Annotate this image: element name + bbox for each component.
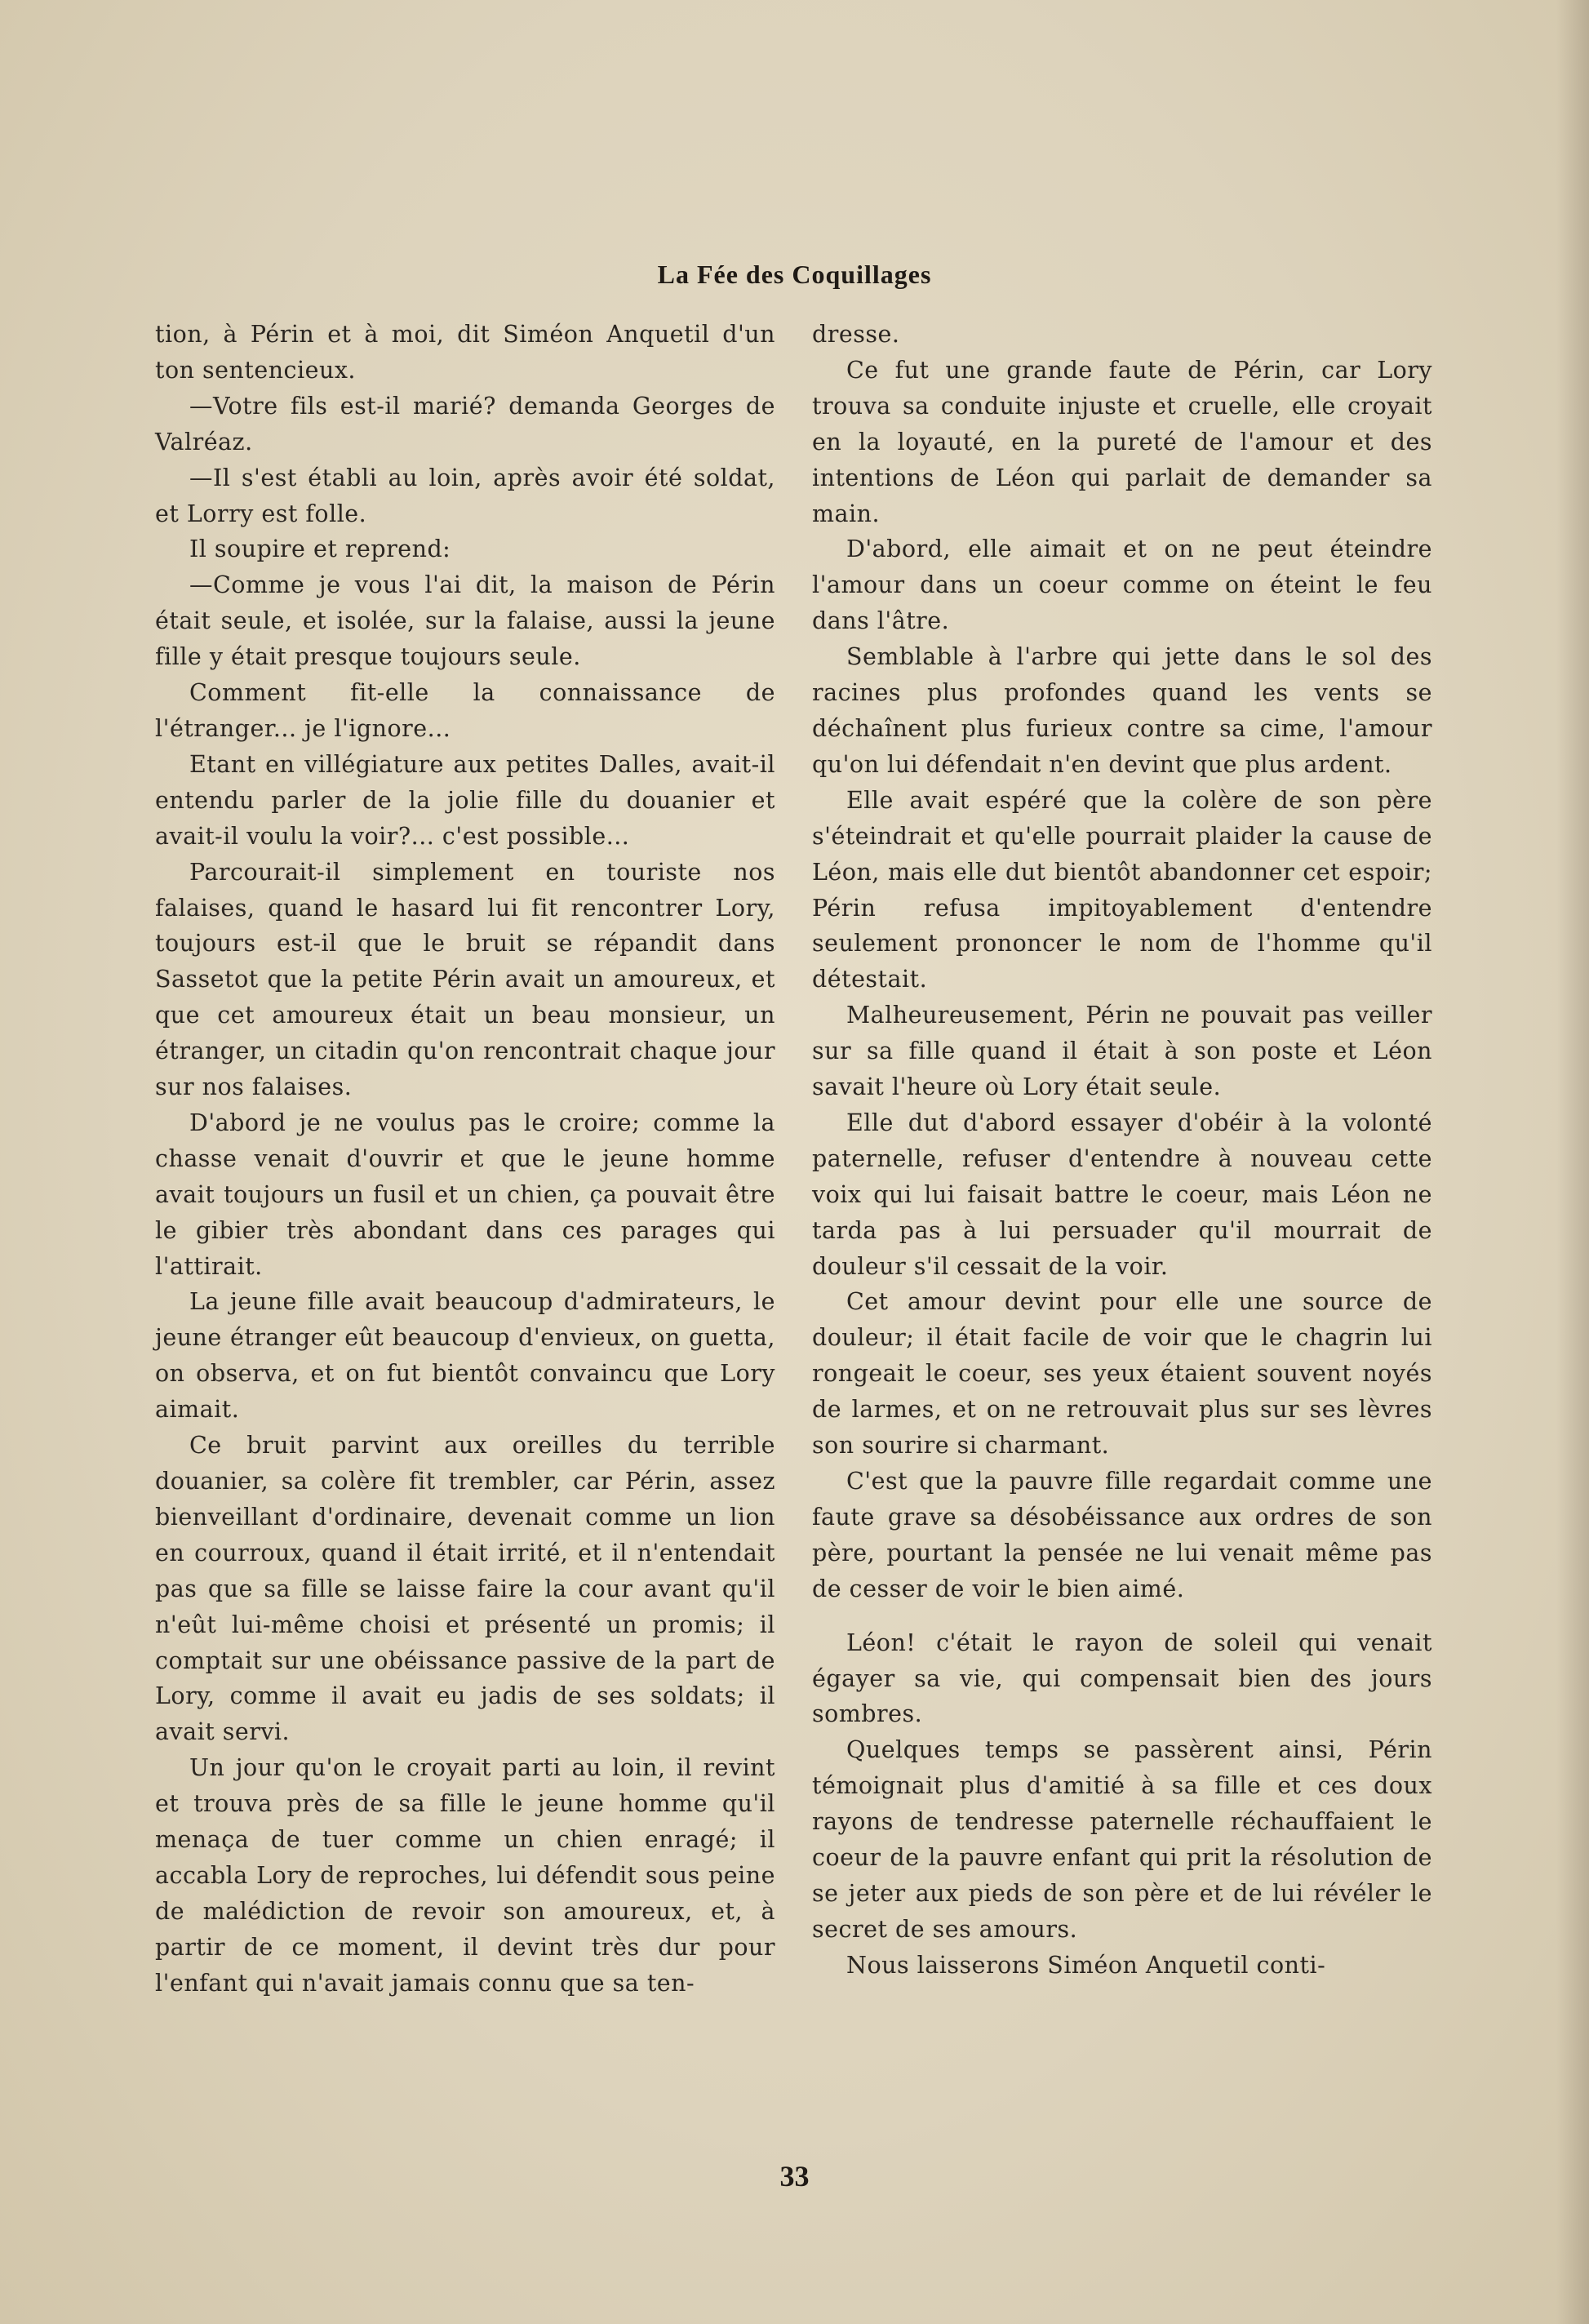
paragraph: Nous laisserons Siméon Anquetil conti-	[846, 1951, 1326, 1979]
page-edge-shadow	[1556, 0, 1589, 2324]
paragraph: C'est que la pauvre fille regardait comme une faute grave sa désobéissance aux ordres de son père, pourtant la pensée ne lui venait même pas de cesser de voir le bien aimé.	[812, 1468, 1432, 1602]
paragraph: Malheureusement, Périn ne pouvait pas veiller sur sa fille quand il était à son poste et Léon savait l'heure où Lory était seule.	[812, 1002, 1432, 1101]
paragraph: Il soupire et reprend:	[189, 535, 451, 563]
right-column	[812, 317, 1432, 1984]
paragraph: D'abord je ne voulus pas le croire; comme la chasse venait d'ouvrir et que le jeune homme avait toujours un fusil et un chien, ça pouvait être le gibier très abondant dans ces parages qui l'attirait.	[155, 1109, 775, 1280]
paragraph: —Il s'est établi au loin, après avoir été soldat, et Lorry est folle.	[155, 464, 775, 527]
running-head: La Fée des Coquillages	[657, 260, 932, 289]
paragraph: Ce fut une grande faute de Périn, car Lory trouva sa conduite injuste et cruelle, elle croyait en la loyauté, en la pureté de l'amour et des intentions de Léon qui parlait de demander sa main.	[812, 356, 1432, 527]
paragraph: Un jour qu'on le croyait parti au loin, il revint et trouva près de sa fille le jeune homme qu'il menaça de tuer comme un chien enragé; il accabla Lory de reproches, lui défendit sous peine de malédiction de revoir son amoureux, et, à partir de ce moment, il devint très dur pour l'enfant qui n'avait jamais connu que sa ten-	[155, 1754, 775, 1997]
left-column	[155, 317, 775, 2002]
paragraph: —Comme je vous l'ai dit, la maison de Périn était seule, et isolée, sur la falaise, aussi la jeune fille y était presque toujours seule.	[155, 571, 775, 671]
paragraph: Ce bruit parvint aux oreilles du terrible douanier, sa colère fit trembler, car Périn, assez bienveillant d'ordinaire, devenait comme un lion en courroux, quand il était irrité, et il n'entendait pas que sa fille se laisse faire la cour avant qu'il n'eût lui-même choisi et présenté un promis; il comptait sur une obéissance passive de la part de Lory, comme il avait eu jadis de ses soldats; il avait servi.	[155, 1432, 775, 1746]
paragraph: —Votre fils est-il marié? demanda Georges de Valréaz.	[155, 392, 775, 455]
paragraph: Quelques temps se passèrent ainsi, Périn témoignait plus d'amitié à sa fille et ces doux rayons de tendresse paternelle réchauffaient le coeur de la pauvre enfant qui prit la résolution de se jeter aux pieds de son père et de lui révéler le secret de ses amours.	[812, 1736, 1432, 1943]
paragraph: La jeune fille avait beaucoup d'admirateurs, le jeune étranger eût beaucoup d'envieux, on guetta, on observa, et on fut bientôt convaincu que Lory aimait.	[155, 1288, 775, 1424]
paragraph: Elle avait espéré que la colère de son père s'éteindrait et qu'elle pourrait plaider la cause de Léon, mais elle dut bientôt abandonner cet espoir; Périn refusa impitoyablement d'entendre seulement prononcer le nom de l'homme qu'il détestait.	[812, 786, 1432, 993]
paragraph: D'abord, elle aimait et on ne peut éteindre l'amour dans un coeur comme on éteint le feu dans l'âtre.	[812, 535, 1432, 635]
paragraph: tion, à Périn et à moi, dit Siméon Anquetil d'un ton sentencieux.	[155, 321, 775, 384]
paragraph: Cet amour devint pour elle une source de douleur; il était facile de voir que le chagrin lui rongeait le coeur, ses yeux étaient souvent noyés de larmes, et on ne retrouvait plus sur ses lèvres son sourire si charmant.	[812, 1288, 1432, 1460]
paragraph: Comment fit-elle la connaissance de l'étranger... je l'ignore...	[155, 679, 775, 742]
paragraph: Parcourait-il simplement en touriste nos falaises, quand le hasard lui fit rencontrer Lory, toujours est-il que le bruit se répandit dans Sassetot que la petite Périn avait un amoureux, et que cet amoureux était un beau monsieur, un étranger, un citadin qu'on rencontrait chaque jour sur nos falaises.	[155, 858, 775, 1101]
page-number: 33	[779, 2160, 810, 2193]
paragraph: dresse.	[812, 321, 900, 348]
paragraph: Semblable à l'arbre qui jette dans le sol des racines plus profondes quand les vents se déchaînent plus furieux contre sa cime, l'amour qu'on lui défendait n'en devint que plus ardent.	[812, 643, 1432, 778]
paragraph: Elle dut d'abord essayer d'obéir à la volonté paternelle, refuser d'entendre à nouveau cette voix qui lui faisait battre le coeur, mais Léon ne tarda pas à lui persuader qu'il mourrait de douleur s'il cessait de la voir.	[812, 1109, 1432, 1280]
paragraph: Léon! c'était le rayon de soleil qui venait égayer sa vie, qui compensait bien des jours sombres.	[812, 1629, 1432, 1728]
paragraph: Etant en villégiature aux petites Dalles, avait-il entendu parler de la jolie fille du douanier et avait-il voulu la voir?... c'est possible...	[155, 750, 775, 850]
